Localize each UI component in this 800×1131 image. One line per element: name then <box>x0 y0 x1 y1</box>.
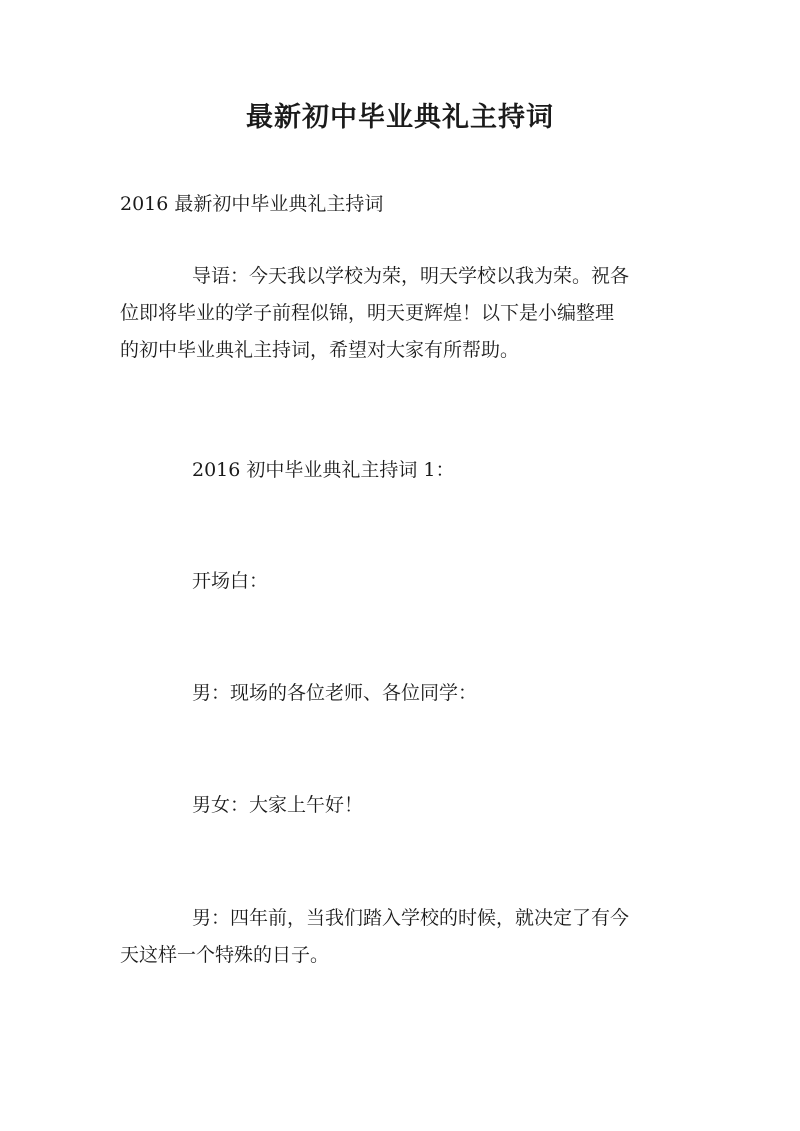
intro-line: 导语：今天我以学校为荣，明天学校以我为荣。祝各 <box>192 265 630 287</box>
dialogue-line-both: 男女：大家上午好！ <box>192 794 364 816</box>
intro-line: 位即将毕业的学子前程似锦，明天更辉煌！以下是小编整理 <box>120 302 615 324</box>
closing-line: 天这样一个特殊的日子。 <box>120 944 330 966</box>
intro-paragraph <box>120 258 690 369</box>
section-heading: 2016 初中毕业典礼主持词 1： <box>192 459 455 481</box>
closing-line: 男：四年前，当我们踏入学校的时候，就决定了有今 <box>192 907 630 929</box>
opening-label: 开场白： <box>192 570 269 592</box>
dialogue-line-male: 男：现场的各位老师、各位同学： <box>192 682 478 704</box>
document-subtitle: 2016 最新初中毕业典礼主持词 <box>120 193 384 215</box>
closing-paragraph <box>120 900 690 974</box>
document-title: 最新初中毕业典礼主持词 <box>246 102 554 133</box>
intro-line: 的初中毕业典礼主持词，希望对大家有所帮助。 <box>120 339 520 361</box>
